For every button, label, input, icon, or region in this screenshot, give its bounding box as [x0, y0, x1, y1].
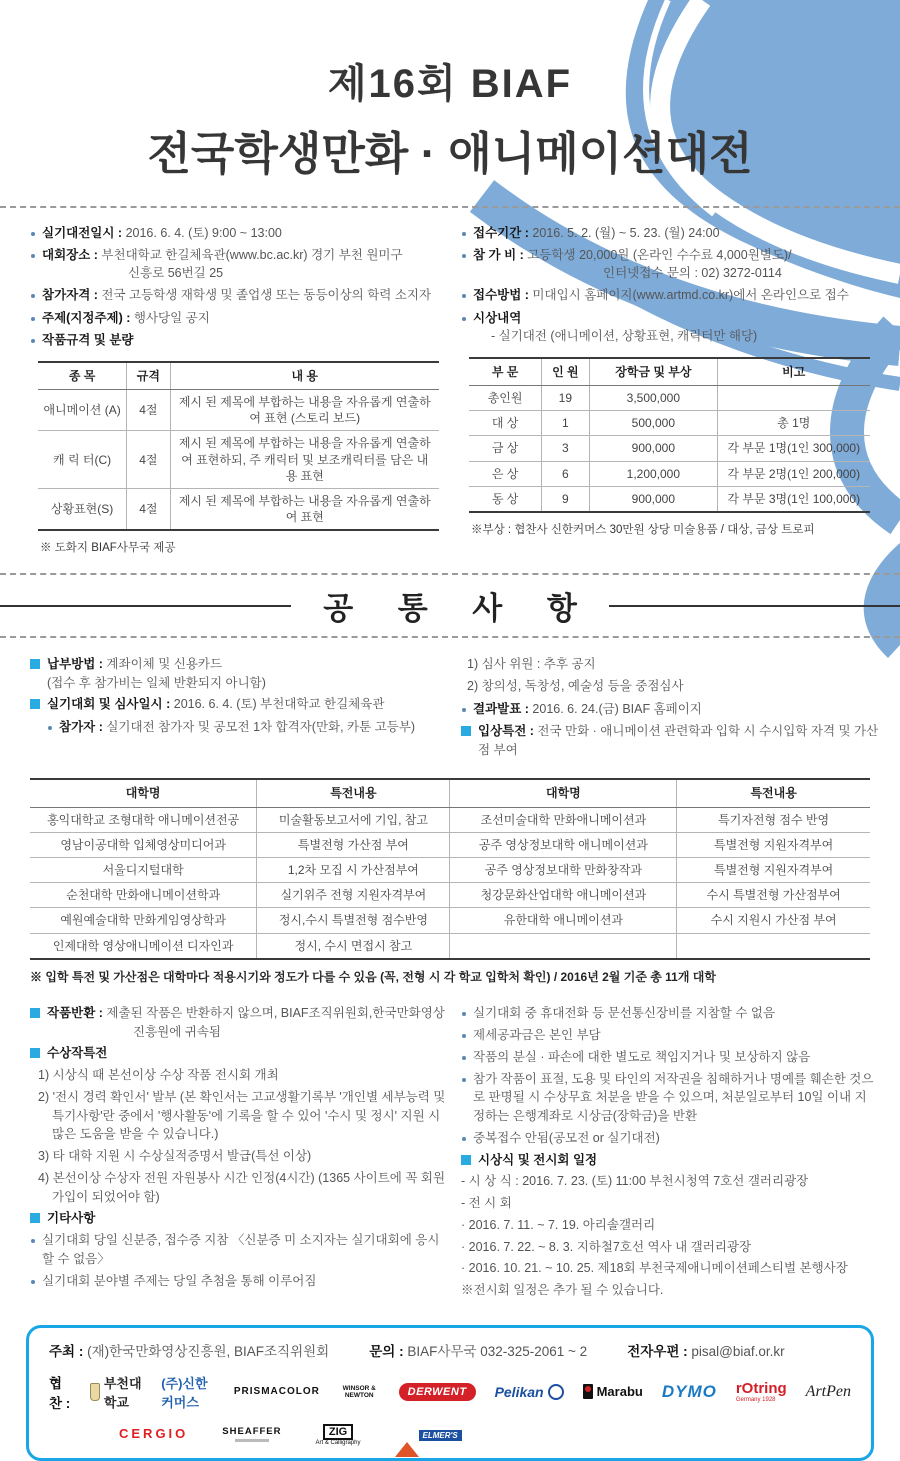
cell-university: 조선미술대학 만화애니메이션과 — [450, 807, 677, 832]
work-spec-table — [38, 361, 438, 532]
square-marker-icon — [30, 1008, 40, 1018]
sponsor-shinhan-logo: (주)신한커머스 — [161, 1375, 208, 1410]
note-item — [461, 1129, 878, 1148]
info-label: 작품규격 및 분량 — [42, 332, 134, 347]
info-value: 2016. 5. 2. (월) ~ 5. 23. (월) 24:00 — [532, 226, 720, 240]
payment-method — [30, 655, 449, 692]
cell-benefit: 특기자전형 점수 반영 — [677, 807, 870, 832]
info-label: 납부방법 : — [47, 657, 103, 672]
cell-division: 금 상 — [469, 436, 541, 461]
table-row — [38, 431, 438, 489]
award-col-remark: 비고 — [717, 358, 869, 386]
cell-benefit: 수시 지원시 가산점 부여 — [677, 908, 870, 933]
table-row — [30, 883, 870, 908]
sponsor-marabu-logo — [583, 1384, 643, 1399]
cell-university: 영남이공대학 입체영상미디어과 — [30, 832, 257, 857]
bullet-icon — [462, 317, 466, 321]
poster-title-line1: 제16회 BIAF — [327, 62, 573, 106]
poster-header — [0, 0, 900, 206]
cell-university: 홍익대학교 조형대학 애니메이션전공 — [30, 807, 257, 832]
contact-value: BIAF사무국 032-325-2061 ~ 2 — [407, 1343, 588, 1359]
host-value: (재)한국만화영상진흥원, BIAF조직위원회 — [87, 1343, 330, 1359]
info-item-datetime — [30, 224, 447, 242]
cell-university: 인제대학 영상애니메이션 디자인과 — [30, 933, 257, 959]
etc-item-text: 실기대회 당일 신분증, 접수증 지참 〈신분증 미 소지자는 실기대회에 응시할 수 없음〉 — [42, 1233, 440, 1266]
sponsor-derwent-logo: DERWENT — [399, 1383, 476, 1401]
pelikan-circle-icon — [548, 1384, 564, 1400]
info-value: 행사당일 공지 — [133, 310, 210, 325]
info-label: 실기대회 및 심사일시 : — [47, 697, 171, 712]
procedure-right — [461, 652, 892, 762]
square-marker-icon — [461, 726, 471, 736]
work-return — [30, 1004, 447, 1041]
etc-item — [30, 1272, 447, 1291]
info-value: 계좌이체 및 신용카드 — [106, 657, 223, 672]
info-label: 수상작특전 — [47, 1046, 108, 1061]
award-col-division: 부 문 — [469, 358, 541, 386]
cell-size: 4절 — [126, 488, 170, 530]
cell-scholarship: 900,000 — [589, 486, 717, 512]
schedule-line: ※전시회 일정은 추가 될 수 있습니다. — [461, 1283, 664, 1298]
sheaffer-tagline-bar — [235, 1439, 269, 1442]
info-value: 전국 고등학생 재학생 및 졸업생 또는 동등이상의 학력 소지자 — [101, 288, 432, 303]
uni-col-benefit: 특전내용 — [257, 779, 450, 807]
cell-scholarship: 1,200,000 — [589, 461, 717, 486]
schedule-line: · 2016. 7. 11. ~ 7. 19. 아리솔갤러리 — [461, 1217, 656, 1232]
award-col-count: 인 원 — [541, 358, 589, 386]
spec-col-size: 규격 — [126, 362, 170, 390]
info-label: 시상식 및 전시회 일정 — [478, 1152, 598, 1167]
info-item-format — [30, 331, 447, 349]
info-item-fee — [461, 246, 878, 282]
cell-benefit: 수시 특별전형 가산점부여 — [677, 883, 870, 908]
info-value: 실기대전 참가자 및 공모전 1차 합격자(만화, 카툰 고등부) — [106, 719, 416, 734]
university-table — [30, 778, 870, 959]
cell-benefit: 1,2차 모집 시 가산점부여 — [257, 857, 450, 882]
notes-right — [461, 1001, 892, 1303]
note-item — [461, 1048, 878, 1067]
info-value-cont: - 실기대전 (애니메이션, 상황표현, 캐릭터만 해당) — [491, 328, 758, 343]
info-value: 고등학생 20,000원 (온라인 수수료 4,000원별도)/ — [527, 248, 792, 263]
bullet-icon — [462, 254, 466, 258]
uni-col-name: 대학명 — [450, 779, 677, 807]
cell-category: 상황표현(S) — [38, 488, 126, 530]
schedule-line: - 시 상 식 : 2016. 7. 23. (토) 11:00 부천시청역 7호선 갤러리광장 — [461, 1174, 809, 1189]
jury-line: 1) 심사 위원 : 추후 공지 — [467, 657, 596, 672]
schedule-line: - 전 시 회 — [461, 1196, 512, 1211]
cell-university: 예원예술대학 만화게임영상학과 — [30, 908, 257, 933]
info-label: 접수기간 : — [473, 226, 529, 240]
info-label: 주제(지정주제) : — [42, 310, 131, 325]
university-benefit-section — [0, 762, 900, 959]
host-info — [49, 1340, 329, 1360]
cell-university — [450, 933, 677, 959]
cell-benefit: 실기위주 전형 지원자격부여 — [257, 883, 450, 908]
info-value: 부천대학교 한길체육관(www.bc.ac.kr) 경기 부천 원미구 — [101, 248, 403, 263]
sponsor-subtext: Germany 1928 — [735, 1396, 776, 1403]
info-label: 작품반환 : — [47, 1006, 103, 1021]
bullet-icon — [462, 708, 466, 712]
info-value-cont: (접수 후 참가비는 일체 반환되지 아니함) — [47, 676, 266, 690]
etc-heading — [30, 1209, 447, 1228]
table-row — [30, 832, 870, 857]
sponsor-name: Pelikan — [494, 1383, 544, 1400]
note-item — [461, 1026, 878, 1045]
uni-col-name: 대학명 — [30, 779, 257, 807]
info-value: 2016. 6. 4. (토) 부천대학교 한길체육관 — [173, 697, 385, 712]
cell-benefit: 특별전형 가산점 부여 — [257, 832, 450, 857]
cell-benefit: 특별전형 지원자격부여 — [677, 857, 870, 882]
event-info-section — [0, 208, 900, 555]
cell-count: 1 — [541, 411, 589, 436]
email-info — [627, 1340, 784, 1360]
spec-col-category: 종 목 — [38, 362, 126, 390]
cell-scholarship: 500,000 — [589, 411, 717, 436]
note-item-text: 참가 작품이 표절, 도용 및 타인의 저작권을 침해하거나 명예를 훼손한 것으로 판명될 시 수상무효 처분을 받을 수 있으며, 처분일로부터 10일 이내 지정하는 은행계좌로 시상금(장학금)을 반환 — [473, 1071, 874, 1124]
info-item-eligibility — [30, 286, 447, 304]
table-row — [30, 908, 870, 933]
sponsor-sheaffer-logo — [222, 1426, 281, 1442]
info-label: 접수방법 : — [473, 288, 529, 303]
square-marker-icon — [30, 699, 40, 709]
prize-benefit-item: 3) 타 대학 지원 시 수상실적증명서 발급(특선 이상) — [38, 1149, 312, 1164]
table-row — [38, 389, 438, 430]
sponsor-subtext: Art & Calligraphy — [315, 1439, 361, 1446]
cell-benefit: 정시, 수시 면접시 참고 — [257, 933, 450, 959]
prize-benefit-heading — [30, 1044, 447, 1063]
table-row — [30, 807, 870, 832]
sponsor-bucheon-univ-logo — [90, 1373, 142, 1411]
info-label: 기타사항 — [47, 1211, 96, 1226]
cell-benefit: 미술활동보고서에 기입, 참고 — [257, 807, 450, 832]
prize-benefit-item: 4) 본선이상 수상자 전원 자원봉사 시간 인정(4시간) (1365 사이트에 꼭 회원가입이 되었어야 함) — [38, 1170, 446, 1204]
cell-division: 대 상 — [469, 411, 541, 436]
schedule-line: · 2016. 10. 21. ~ 10. 25. 제18회 부천국제애니메이션페스티벌 본행사장 — [461, 1261, 848, 1276]
sponsor-name: ELMER'S — [419, 1430, 462, 1441]
info-item-apply — [461, 286, 878, 304]
sponsor-name: Marabu — [596, 1384, 643, 1400]
bullet-icon — [462, 1012, 466, 1016]
jury-line: 2) 창의성, 독창성, 예술성 등을 중점심사 — [467, 679, 684, 693]
sponsor-rotring-logo — [736, 1381, 787, 1403]
elmers-triangle-icon — [395, 1425, 419, 1457]
email-value: pisal@biaf.or.kr — [691, 1343, 785, 1359]
cell-university: 공주 영상정보대학 만화창작과 — [450, 857, 677, 882]
sponsor-zig-logo — [316, 1422, 361, 1446]
contact-info — [369, 1340, 587, 1360]
common-section-header — [0, 573, 900, 638]
cell-division: 총인원 — [469, 385, 541, 410]
schedule-line: · 2016. 7. 22. ~ 8. 3. 지하철7호선 역사 내 갤러리광장 — [461, 1239, 752, 1254]
info-value: 전국 만화 · 애니메이션 관련학과 입학 시 수시입학 자격 및 가산점 부여 — [478, 723, 879, 757]
footer-box — [26, 1325, 874, 1461]
cell-benefit: 특별전형 지원자격부여 — [677, 832, 870, 857]
cell-content: 제시 된 제목에 부합하는 내용을 자유롭게 연출하여 표현 (스토리 보드) — [170, 389, 438, 430]
table-row — [469, 461, 869, 486]
table-row — [469, 385, 869, 410]
etc-item-text: 실기대회 분야별 주제는 당일 추첨을 통해 이루어짐 — [42, 1273, 317, 1288]
poster-title-line2: 전국학생만화 · 애니메이션대전 — [147, 128, 753, 179]
award-col-scholarship: 장학금 및 부상 — [589, 358, 717, 386]
sponsor-row-1 — [49, 1372, 851, 1412]
award-table — [469, 357, 869, 513]
sponsor-cergio-logo: CERGIO — [119, 1426, 189, 1442]
cell-division: 은 상 — [469, 461, 541, 486]
bullet-icon — [31, 1239, 35, 1243]
note-item — [461, 1004, 878, 1023]
cell-university: 순천대학 만화애니메이션학과 — [30, 883, 257, 908]
bullet-icon — [462, 1034, 466, 1038]
bullet-icon — [462, 1078, 466, 1082]
exam-datetime — [30, 695, 449, 714]
uni-col-benefit: 특전내용 — [677, 779, 870, 807]
info-label: 실기대전일시 : — [42, 226, 123, 240]
table-header-row — [38, 362, 438, 390]
sponsor-name: ZIG — [323, 1424, 353, 1440]
table-header-row — [469, 358, 869, 386]
university-emblem-icon — [90, 1383, 100, 1401]
cell-count: 3 — [541, 436, 589, 461]
bullet-icon — [31, 232, 35, 236]
info-label: 참가자 : — [59, 719, 103, 734]
sponsor-elmers-logo — [395, 1425, 462, 1443]
info-item-awards — [461, 309, 878, 345]
cell-content: 제시 된 제목에 부합하는 내용을 자유롭게 연출하여 표현하되, 주 캐릭터 및 보조캐릭터를 담은 내용 표현 — [170, 431, 438, 489]
cell-content: 제시 된 제목에 부합하는 내용을 자유롭게 연출하여 표현 — [170, 488, 438, 530]
sponsor-artpen-logo: ArtPen — [805, 1382, 851, 1400]
table-row — [469, 486, 869, 512]
cell-remark: 각 부문 2명(1인 200,000) — [717, 461, 869, 486]
procedure-section — [0, 638, 900, 762]
cell-size: 4절 — [126, 389, 170, 430]
table-header-row — [30, 779, 870, 807]
participants — [47, 718, 449, 736]
cell-university: 공주 영상정보대학 애니메이션과 — [450, 832, 677, 857]
square-marker-icon — [30, 1048, 40, 1058]
cell-remark — [717, 385, 869, 410]
note-item-text: 제세공과금은 본인 부담 — [473, 1028, 601, 1043]
sponsor-name: 부천대학교 — [103, 1375, 142, 1410]
sponsor-name: rOtring — [735, 1379, 787, 1397]
bullet-icon — [31, 339, 35, 343]
info-label: 참 가 비 : — [473, 248, 524, 263]
result-announcement — [461, 700, 880, 718]
cell-division: 동 상 — [469, 486, 541, 512]
bullet-icon — [48, 726, 52, 730]
table-row — [30, 857, 870, 882]
cell-count: 9 — [541, 486, 589, 512]
sponsor-dymo-logo: DYMO — [661, 1381, 717, 1401]
email-label: 전자우편 : — [627, 1343, 688, 1359]
info-label: 대회장소 : — [42, 248, 98, 263]
table-row — [30, 933, 870, 959]
spec-col-content: 내 용 — [170, 362, 438, 390]
bullet-icon — [462, 232, 466, 236]
section-title-band — [0, 583, 900, 628]
cell-remark: 총 1명 — [717, 411, 869, 436]
bullet-icon — [462, 294, 466, 298]
sponsor-row-2 — [119, 1422, 851, 1446]
sponsor-name: WINSOR & NEWTON — [342, 1384, 376, 1399]
bullet-icon — [31, 317, 35, 321]
table-row — [469, 411, 869, 436]
cell-remark: 각 부문 1명(1인 300,000) — [717, 436, 869, 461]
cell-university: 유한대학 애니메이션과 — [450, 908, 677, 933]
note-item-text: 작품의 분실 · 파손에 대한 별도로 책임지거나 및 보상하지 않음 — [473, 1049, 811, 1064]
info-value: 2016. 6. 24.(금) BIAF 홈페이지 — [532, 701, 702, 716]
sponsor-pelikan-logo — [495, 1384, 564, 1400]
event-info-right — [461, 220, 892, 555]
cell-benefit: 정시,수시 특별전형 점수반영 — [257, 908, 450, 933]
note-item — [461, 1070, 878, 1126]
note-item-text: 실기대회 중 휴대전화 등 문선통신장비를 지참할 수 없음 — [473, 1006, 776, 1021]
info-value-cont: 신흥로 56번길 25 — [128, 266, 224, 281]
cell-category: 애니메이션 (A) — [38, 389, 126, 430]
square-marker-icon — [30, 1213, 40, 1223]
cell-remark: 각 부문 3명(1인 100,000) — [717, 486, 869, 512]
sponsor-prismacolor-logo: PRISMACOLOR — [233, 1386, 320, 1398]
cell-benefit — [677, 933, 870, 959]
contact-label: 문의 : — [369, 1343, 404, 1359]
marabu-icon — [583, 1384, 593, 1399]
info-item-theme — [30, 309, 447, 327]
bullet-icon — [31, 254, 35, 258]
cell-count: 19 — [541, 385, 589, 410]
notes-left — [30, 1001, 461, 1303]
cell-category: 캐 릭 터(C) — [38, 431, 126, 489]
prize-benefit-item: 1) 시상식 때 본선이상 수상 작품 전시회 개최 — [38, 1068, 279, 1083]
cell-count: 6 — [541, 461, 589, 486]
award-table-note: ※부상 : 협찬사 신한커머스 30만원 상당 미술용품 / 대상, 금상 트로피 — [471, 523, 815, 536]
cell-university: 청강문화산업대학 애니메이션과 — [450, 883, 677, 908]
info-item-period — [461, 224, 878, 242]
square-marker-icon — [461, 1155, 471, 1165]
cell-scholarship: 3,500,000 — [589, 385, 717, 410]
info-label: 입상특전 : — [478, 723, 534, 738]
bullet-icon — [31, 1280, 35, 1284]
info-value-cont: 인터넷접수 문의 : 02) 3272-0114 — [603, 266, 782, 281]
table-row — [469, 436, 869, 461]
bullet-icon — [31, 294, 35, 298]
table-row — [38, 488, 438, 530]
spec-table-note: ※ 도화지 BIAF사무국 제공 — [40, 542, 176, 555]
info-value-cont: 진흥원에 귀속됨 — [133, 1025, 221, 1040]
note-item-text: 중복접수 안됨(공모전 or 실기대전) — [473, 1130, 660, 1145]
info-value: 제출된 작품은 반환하지 않으며, BIAF조직위원회,한국만화영상 — [106, 1006, 445, 1021]
info-label: 결과발표 : — [473, 701, 529, 716]
host-label: 주최 : — [49, 1343, 84, 1359]
sponsor-name: SHEAFFER — [222, 1425, 282, 1437]
etc-item — [30, 1231, 447, 1269]
schedule-heading — [461, 1151, 878, 1170]
university-table-note: ※ 입학 특전 및 가산점은 대학마다 적용시기와 정도가 다를 수 있음 (꼭, 전형 시 각 학교 입학처 확인) / 2016년 2월 기준 총 11개 대학 — [30, 969, 716, 984]
info-label: 시상내역 — [473, 310, 522, 325]
footer-contact-line — [49, 1340, 851, 1360]
info-value: 미대입시 홈페이지(www.artmd.co.kr)에서 온라인으로 접수 — [532, 288, 849, 303]
section-title: 공 통 사 항 — [323, 591, 595, 627]
bullet-icon — [462, 1056, 466, 1060]
procedure-left — [30, 652, 461, 762]
info-label: 참가자격 : — [42, 288, 98, 303]
cell-scholarship: 900,000 — [589, 436, 717, 461]
info-item-venue — [30, 246, 447, 282]
bullet-icon — [462, 1137, 466, 1141]
cell-university: 서울디지털대학 — [30, 857, 257, 882]
sponsor-winsor-newton-logo — [339, 1385, 380, 1400]
square-marker-icon — [30, 659, 40, 669]
notes-section — [0, 985, 900, 1303]
prize-benefit-item: 2) '전시 경력 확인서' 발부 (본 확인서는 고교생활기록부 '개인별 세부능력 및 특기사항'란 중에서 '행사활동'에 기록을 할 수 있어 '수시 및 정시' 지원 시 많은 도움을 받을 수 있습니다.) — [38, 1089, 446, 1142]
sponsor-label: 협찬 : — [49, 1375, 71, 1411]
cell-size: 4절 — [126, 431, 170, 489]
dashed-divider — [0, 573, 900, 575]
winner-benefit — [461, 722, 880, 760]
event-info-left — [30, 220, 461, 555]
info-value: 2016. 6. 4. (토) 9:00 ~ 13:00 — [125, 226, 282, 240]
